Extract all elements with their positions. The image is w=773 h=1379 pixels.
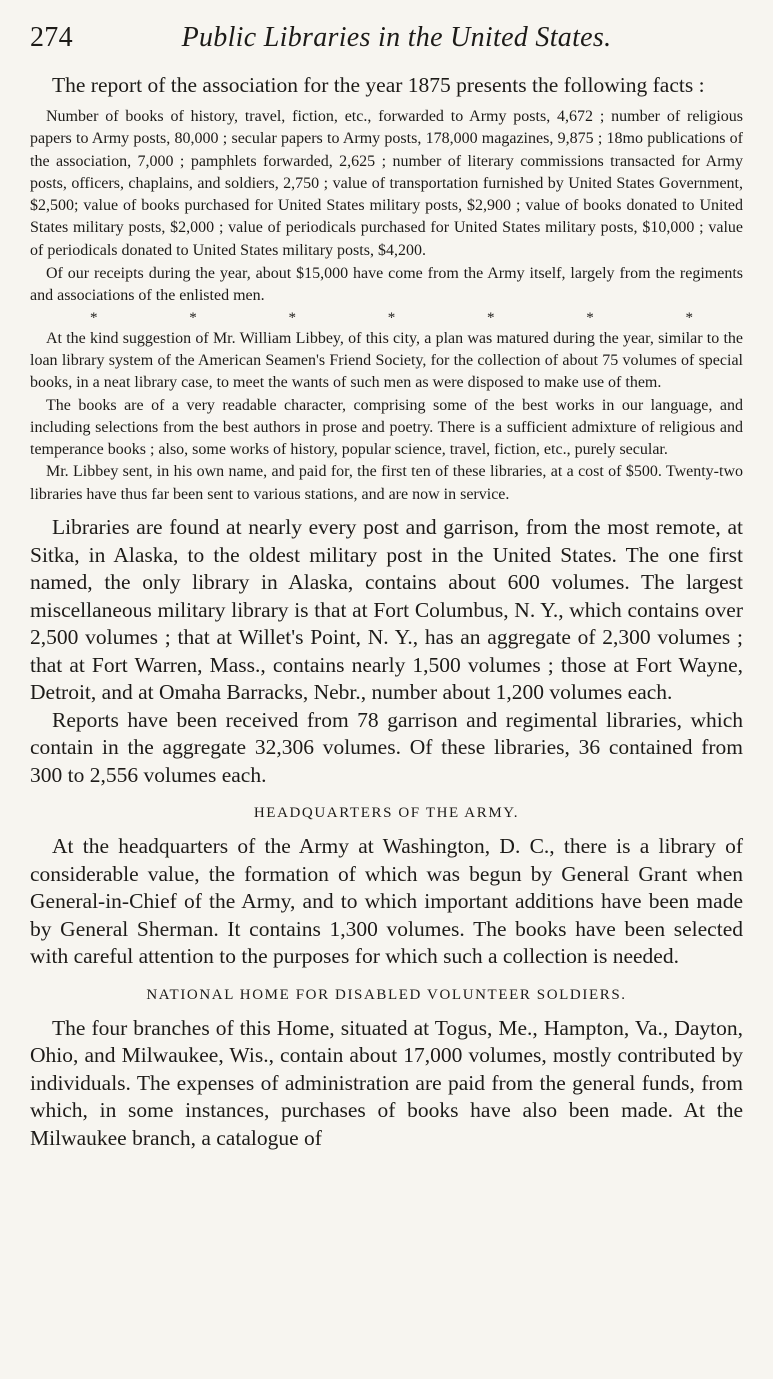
books-character-paragraph: The books are of a very readable character, comprising some of the best works in our language, and including selections from the best authors in prose and poetry. There is a sufficient admixture of religious and temperance books ; also, some works of history, popular science, travel, fiction, etc., purely secular. (30, 396, 743, 459)
intro-paragraph: The report of the association for the year 1875 presents the following facts : (52, 73, 705, 97)
headquarters-paragraph: At the headquarters of the Army at Washington, D. C., there is a library of considerable value, the formation of which was begun by General Grant when General-in-Chief of the Army, and to which important additions have been made by General Sherman. It contains 1,300 volumes. The books have been selected with careful attention to the purposes for which such a collection is needed. (30, 834, 743, 969)
libbey-suggestion-paragraph: At the kind suggestion of Mr. William Libbey, of this city, a plan was matured during the year, similar to the loan library system of the American Seamen's Friend Society, for the collection of about 75 volumes of special books, in a neat library case, to meet the wants of such men as were disposed to make use of them. (30, 329, 743, 392)
section-heading-headquarters: HEADQUARTERS OF THE ARMY. (253, 805, 520, 822)
running-title: Public Libraries in the United States. (181, 22, 612, 53)
star-mark: * (685, 309, 693, 326)
star-mark: * (288, 309, 296, 326)
star-mark: * (586, 309, 594, 326)
section-heading-national-home: NATIONAL HOME FOR DISABLED VOLUNTEER SOLDIERS. (146, 986, 627, 1003)
page-number: 274 (30, 22, 73, 53)
main-text (30, 514, 743, 1152)
regimental-reports-paragraph: Reports have been received from 78 garrison and regimental libraries, which contain in the aggregate 32,306 volumes. Of these libraries, 36 contained from 300 to 2,556 volumes each. (30, 707, 743, 787)
ellipsis-stars (30, 308, 743, 328)
running-head (30, 22, 743, 62)
garrison-libraries-paragraph: Libraries are found at nearly every post and garrison, from the most remote, at Sitka, in Alaska, to the oldest military post in the United States. The one first named, the only library in Alaska, contains about 600 volumes. The largest miscellaneous military library is that at Fort Columbus, N. Y., which contains over 2,500 volumes ; that at Willet's Point, N. Y., has an aggregate of 2,300 volumes ; that at Fort Warren, Mass., contains nearly 1,500 volumes ; those at Fort Wayne, Detroit, and at Omaha Barracks, Nebr., number about 1,200 volumes each. (30, 515, 743, 705)
quoted-report (30, 106, 743, 506)
star-mark: * (189, 309, 197, 326)
star-mark: * (487, 309, 495, 326)
report-statistics-paragraph: Number of books of history, travel, fiction, etc., forwarded to Army posts, 4,672 ; number of religious papers to Army posts, 80,000 ; secular papers to Army posts, 178,000 magazines, 9,875 ; 18mo publications of the association, 7,000 ; pamphlets forwarded, 2,625 ; number of literary commissions transacted for Army posts, officers, chaplains, and soldiers, 2,750 ; value of transportation furnished by United States Government, $2,500; value of books purchased for United States military posts, $2,900 ; value of books donated to United States military posts, $2,000 ; value of periodicals purchased for United States military posts, $10,000 ; value of periodicals donated to United States military posts, $4,200. (30, 108, 743, 259)
star-mark: * (387, 309, 396, 326)
report-receipts-paragraph: Of our receipts during the year, about $15,000 have come from the Army itself, largely from the regiments and associations of the enlisted men. (30, 265, 743, 305)
star-mark: * (90, 309, 98, 326)
libbey-libraries-paragraph: Mr. Libbey sent, in his own name, and paid for, the first ten of these libraries, at a cost of $500. Twenty-two libraries have thus far been sent to various stations, and are now in service. (30, 463, 743, 503)
national-home-paragraph: The four branches of this Home, situated at Togus, Me., Hampton, Va., Dayton, Ohio, and Milwaukee, Wis., contain about 17,000 volumes, mostly contributed by individuals. The expenses of administration are paid from the general funds, from which, in some instances, purchases of books have also been made. At the Milwaukee branch, a catalogue of (30, 1015, 743, 1150)
